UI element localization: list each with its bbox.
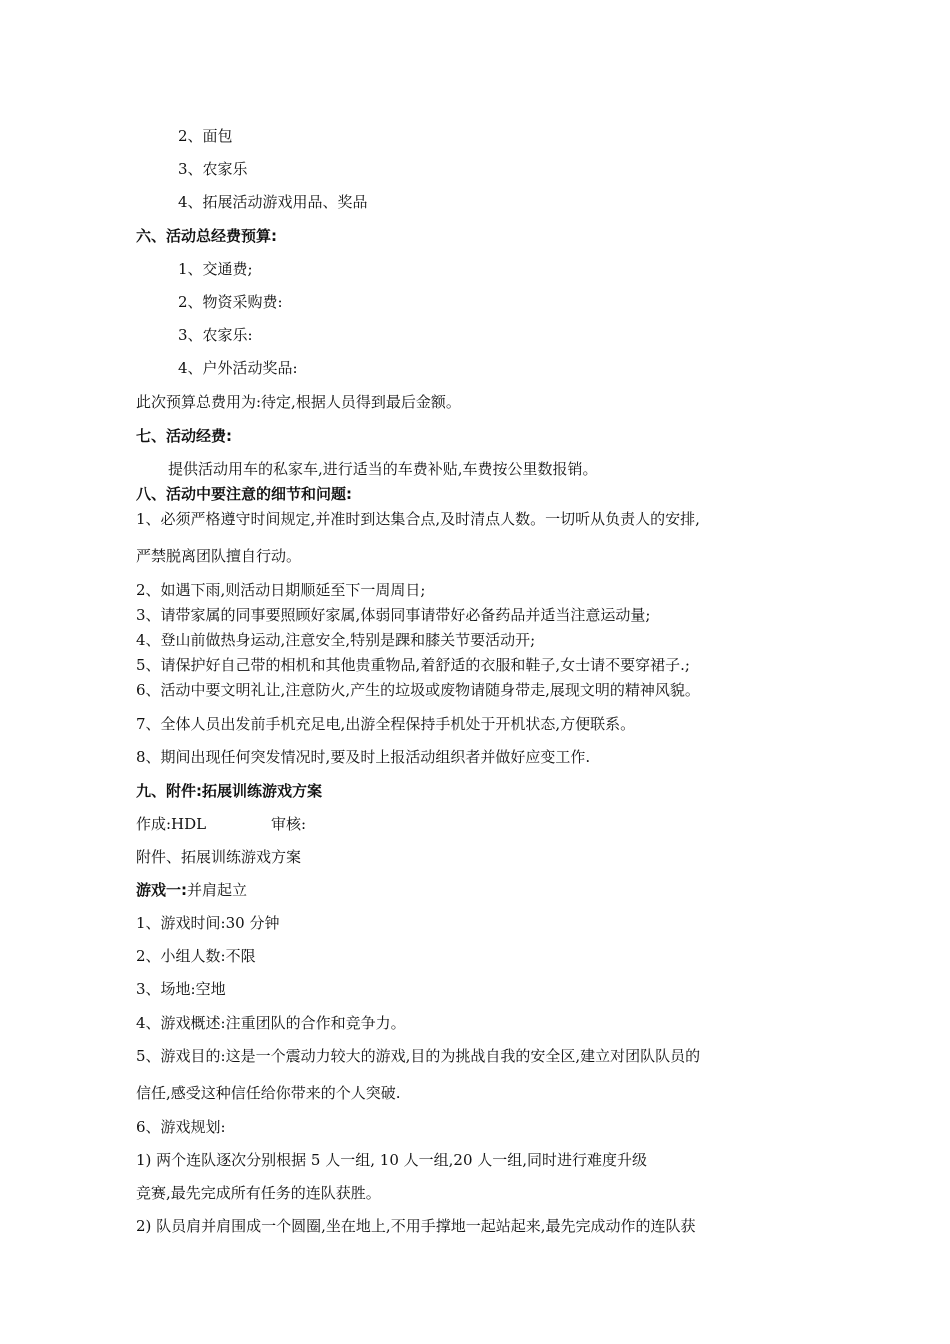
supply-item: 4、拓展活动游戏用品、奖品 [178, 193, 368, 211]
review-label: 审核: [271, 815, 307, 833]
section-6-heading: 六、活动总经费预算: [136, 227, 277, 245]
game-line: 3、场地:空地 [136, 980, 226, 998]
game-label: 游戏一: [136, 881, 187, 899]
game-line: 1) 两个连队逐次分别根据 5 人一组, 10 人一组,20 人一组,同时进行难度升级 [136, 1151, 648, 1169]
supply-item: 3、农家乐 [178, 160, 248, 178]
note-item: 5、请保护好自己带的相机和其他贵重物品,着舒适的衣服和鞋子,女士请不要穿裙子.; [136, 656, 690, 674]
game-line: 1、游戏时间:30 分钟 [136, 914, 280, 932]
note-item: 严禁脱离团队擅自行动。 [136, 547, 302, 565]
funding-text: 提供活动用车的私家车,进行适当的车费补贴,车费按公里数报销。 [168, 460, 598, 478]
note-item: 4、登山前做热身运动,注意安全,特别是踝和膝关节要活动开; [136, 631, 536, 649]
game-line: 信任,感受这种信任给你带来的个人突破. [136, 1084, 401, 1102]
game-line: 2) 队员肩并肩围成一个圆圈,坐在地上,不用手撑地一起站起来,最先完成动作的连队获 [136, 1217, 696, 1235]
game-line: 竞赛,最先完成所有任务的连队获胜。 [136, 1184, 381, 1202]
section-9-heading: 九、附件:拓展训练游戏方案 [136, 782, 322, 800]
author-label: 作成:HDL [136, 815, 207, 833]
game-line: 4、游戏概述:注重团队的合作和竞争力。 [136, 1014, 406, 1032]
note-item: 8、期间出现任何突发情况时,要及时上报活动组织者并做好应变工作. [136, 748, 591, 766]
budget-item: 2、物资采购费: [178, 293, 283, 311]
note-item: 2、如遇下雨,则活动日期顺延至下一周周日; [136, 581, 426, 599]
game-line: 2、小组人数:不限 [136, 947, 256, 965]
budget-item: 3、农家乐: [178, 326, 253, 344]
game-title [136, 880, 247, 900]
note-item: 7、全体人员出发前手机充足电,出游全程保持手机处于开机状态,方便联系。 [136, 715, 636, 733]
section-8-heading: 八、活动中要注意的细节和问题: [136, 485, 353, 503]
budget-summary: 此次预算总费用为:待定,根据人员得到最后金额。 [136, 393, 461, 411]
budget-item: 1、交通费; [178, 260, 253, 278]
supply-item: 2、面包 [178, 127, 233, 145]
note-item: 6、活动中要文明礼让,注意防火,产生的垃圾或废物请随身带走,展现文明的精神风貌。 [136, 681, 700, 699]
note-item: 3、请带家属的同事要照顾好家属,体弱同事请带好必备药品并适当注意运动量; [136, 606, 651, 624]
game-line: 5、游戏目的:这是一个震动力较大的游戏,目的为挑战自我的安全区,建立对团队队员的 [136, 1047, 701, 1065]
appendix-title: 附件、拓展训练游戏方案 [136, 848, 302, 866]
note-item: 1、必须严格遵守时间规定,并准时到达集合点,及时清点人数。一切听从负责人的安排, [136, 510, 700, 528]
budget-item: 4、户外活动奖品: [178, 359, 298, 377]
section-7-heading: 七、活动经费: [136, 427, 232, 445]
game-name: 并肩起立 [187, 881, 248, 899]
game-line: 6、游戏规划: [136, 1118, 226, 1136]
